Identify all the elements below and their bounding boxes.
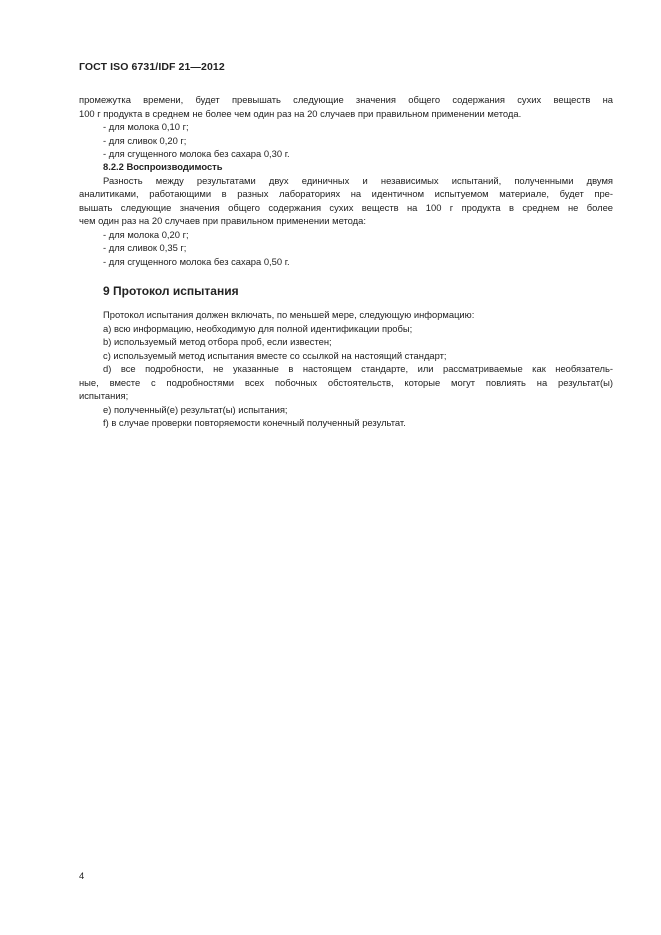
section-heading: 8.2.2 Воспроизводимость — [103, 161, 223, 172]
list-item: с) используемый метод испытания вместе со ссылкой на настоящий стандарт; — [103, 349, 447, 361]
paragraph-line: вышать следующие значения общего содержания сухих веществ на 100 г продукта в среднем не более — [79, 201, 613, 213]
paragraph-line: ные, вместе с подробностями всех побочных обстоятельств, которые могут повлиять на результат(ы) — [79, 376, 613, 388]
list-item: - для сливок 0,20 г; — [103, 134, 187, 146]
list-item: - для молока 0,10 г; — [103, 121, 189, 132]
list-item: - для молока 0,20 г; — [103, 228, 189, 240]
list-item: е) полученный(е) результат(ы) испытания; — [103, 403, 288, 415]
list-item: - для сливок 0,35 г; — [103, 242, 187, 253]
paragraph-line: аналитиками, работающими в разных лабораториях на идентичном испытуемом материале, будет пре- — [79, 188, 613, 199]
list-item: b) используемый метод отбора проб, если известен; — [103, 336, 332, 347]
section-9-body — [79, 308, 613, 430]
list-item: - для сгущенного молока без сахара 0,50 г. — [103, 255, 290, 267]
section-821-tail — [79, 93, 613, 161]
list-item: а) всю информацию, необходимую для полной идентификации пробы; — [103, 322, 413, 334]
paragraph-line: 100 г продукта в среднем не более чем один раз на 20 случаев при правильном применении метода. — [79, 107, 522, 119]
paragraph-line: чем один раз на 20 случаев при правильном применении метода: — [79, 215, 366, 226]
paragraph-line: Разность между результатами двух единичных и независимых испытаний, полученными двумя — [103, 174, 613, 186]
section-title: 9 Протокол испытания — [103, 284, 239, 298]
section-822 — [79, 160, 613, 268]
paragraph-line: промежутка времени, будет превышать следующие значения общего содержания сухих веществ на — [79, 94, 613, 105]
document-header: ГОСТ ISO 6731/IDF 21—2012 — [79, 61, 225, 73]
list-item: f) в случае проверки повторяемости конечный полученный результат. — [103, 417, 406, 428]
list-item: d) все подробности, не указанные в настоящем стандарте, или рассматриваемые как необязатель- — [103, 363, 613, 374]
paragraph-line: Протокол испытания должен включать, по меньшей мере, следующую информацию: — [103, 309, 475, 320]
paragraph-line: испытания; — [79, 390, 129, 401]
list-item: - для сгущенного молока без сахара 0,30 г. — [103, 148, 290, 159]
page-number: 4 — [79, 870, 85, 881]
